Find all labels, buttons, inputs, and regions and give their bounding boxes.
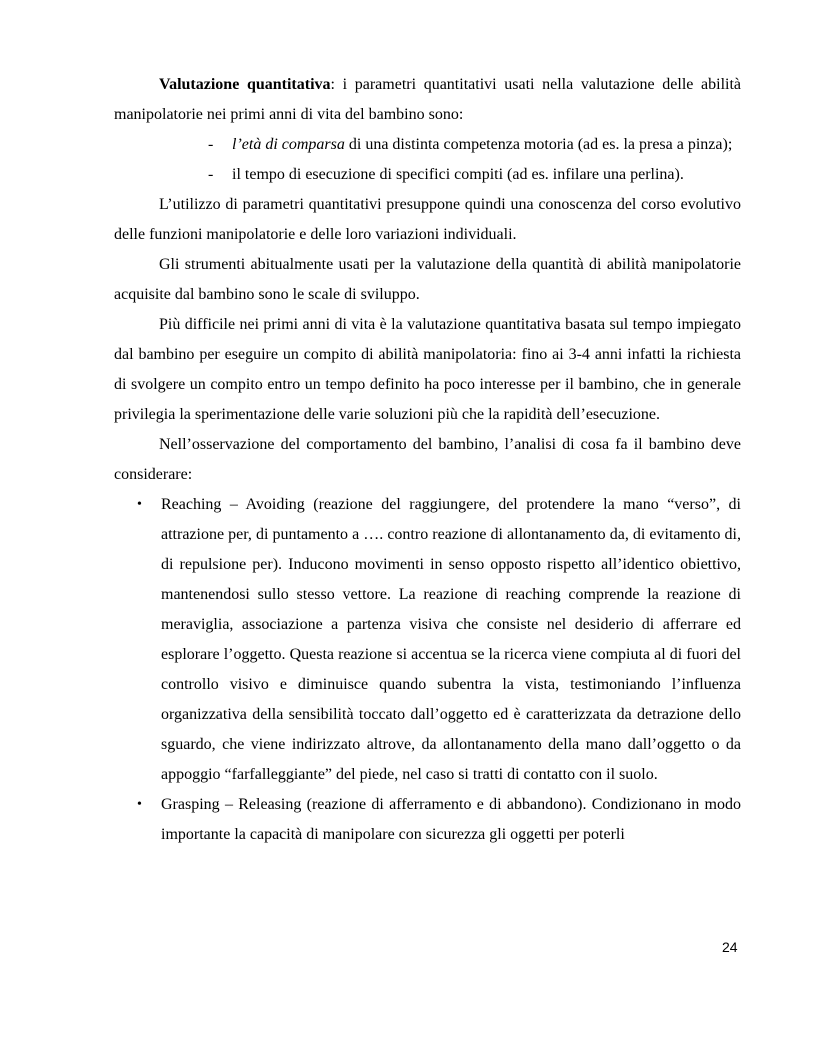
- list-item: [137, 790, 741, 850]
- dash-marker: -: [208, 166, 214, 183]
- page-number: 24: [722, 939, 738, 955]
- heading-term: Valutazione quantitativa: [159, 76, 331, 93]
- item-text: il tempo di esecuzione di specifici compiti (ad es. infilare una perlina).: [232, 166, 684, 183]
- bullet-text: Grasping – Releasing (reazione di afferramento e di abbandono). Condizionano in modo importante la capacità di manipolare con sicurezza gli oggetti per poterli: [161, 796, 741, 843]
- body-paragraph: Più difficile nei primi anni di vita è la valutazione quantitativa basata sul tempo impiegato dal bambino per eseguire un compito di abilità manipolatoria: fino ai 3-4 anni infatti la richiesta di svolgere un compito entro un tempo definito ha poco interesse per il bambino, che in generale privilegia la sperimentazione delle varie soluzioni più che la rapidità dell’esecuzione.: [114, 316, 741, 423]
- bullet-marker: •: [137, 797, 142, 812]
- item-text: di una distinta competenza motoria (ad es. la presa a pinza);: [344, 136, 733, 153]
- list-item: [208, 130, 741, 160]
- dash-list: [114, 130, 741, 190]
- dash-marker: -: [208, 136, 214, 153]
- body-paragraph: Gli strumenti abitualmente usati per la valutazione della quantità di abilità manipolatorie acquisite dal bambino sono le scale di sviluppo.: [114, 256, 741, 303]
- intro-text: : i parametri quantitativi usati nella valutazione delle abilità manipolatorie nei primi anni di vita del bambino sono:: [114, 76, 742, 123]
- body-paragraph: Nell’osservazione del comportamento del bambino, l’analisi di cosa fa il bambino deve considerare:: [114, 436, 741, 483]
- bullet-marker: •: [137, 497, 142, 512]
- intro-paragraph: [114, 70, 741, 130]
- item-italic: l’età di comparsa: [232, 136, 345, 153]
- bullet-list: [114, 490, 741, 850]
- bullet-text: Reaching – Avoiding (reazione del raggiungere, del protendere la mano “verso”, di attrazione per, di puntamento a …. contro reazione di allontanamento da, di evitamento di, di repulsione per). Inducono movimenti in senso opposto rispetto all’identico obiettivo, mantenendosi sullo stesso vettore. La reazione di reaching comprende la reazione di meraviglia, associazione a partenza visiva che consiste nel desiderio di afferrare ed esplorare l’oggetto. Questa reazione si accentua se la ricerca viene compiuta al di fuori del controllo visivo e diminuisce quando subentra la vista, testimoniando l’influenza organizzativa della sensibilità toccato dall’oggetto ed è caratterizzata da detrazione dello sguardo, che viene indirizzato altrove, da allontanamento della mano dall’oggetto o da appoggio “farfalleggiante” del piede, nel caso si tratti di contatto con il suolo.: [161, 496, 741, 783]
- list-item: [208, 160, 741, 190]
- list-item: [137, 490, 741, 790]
- document-page: [114, 70, 741, 850]
- body-paragraph: L’utilizzo di parametri quantitativi presuppone quindi una conoscenza del corso evolutivo delle funzioni manipolatorie e delle loro variazioni individuali.: [114, 196, 741, 243]
